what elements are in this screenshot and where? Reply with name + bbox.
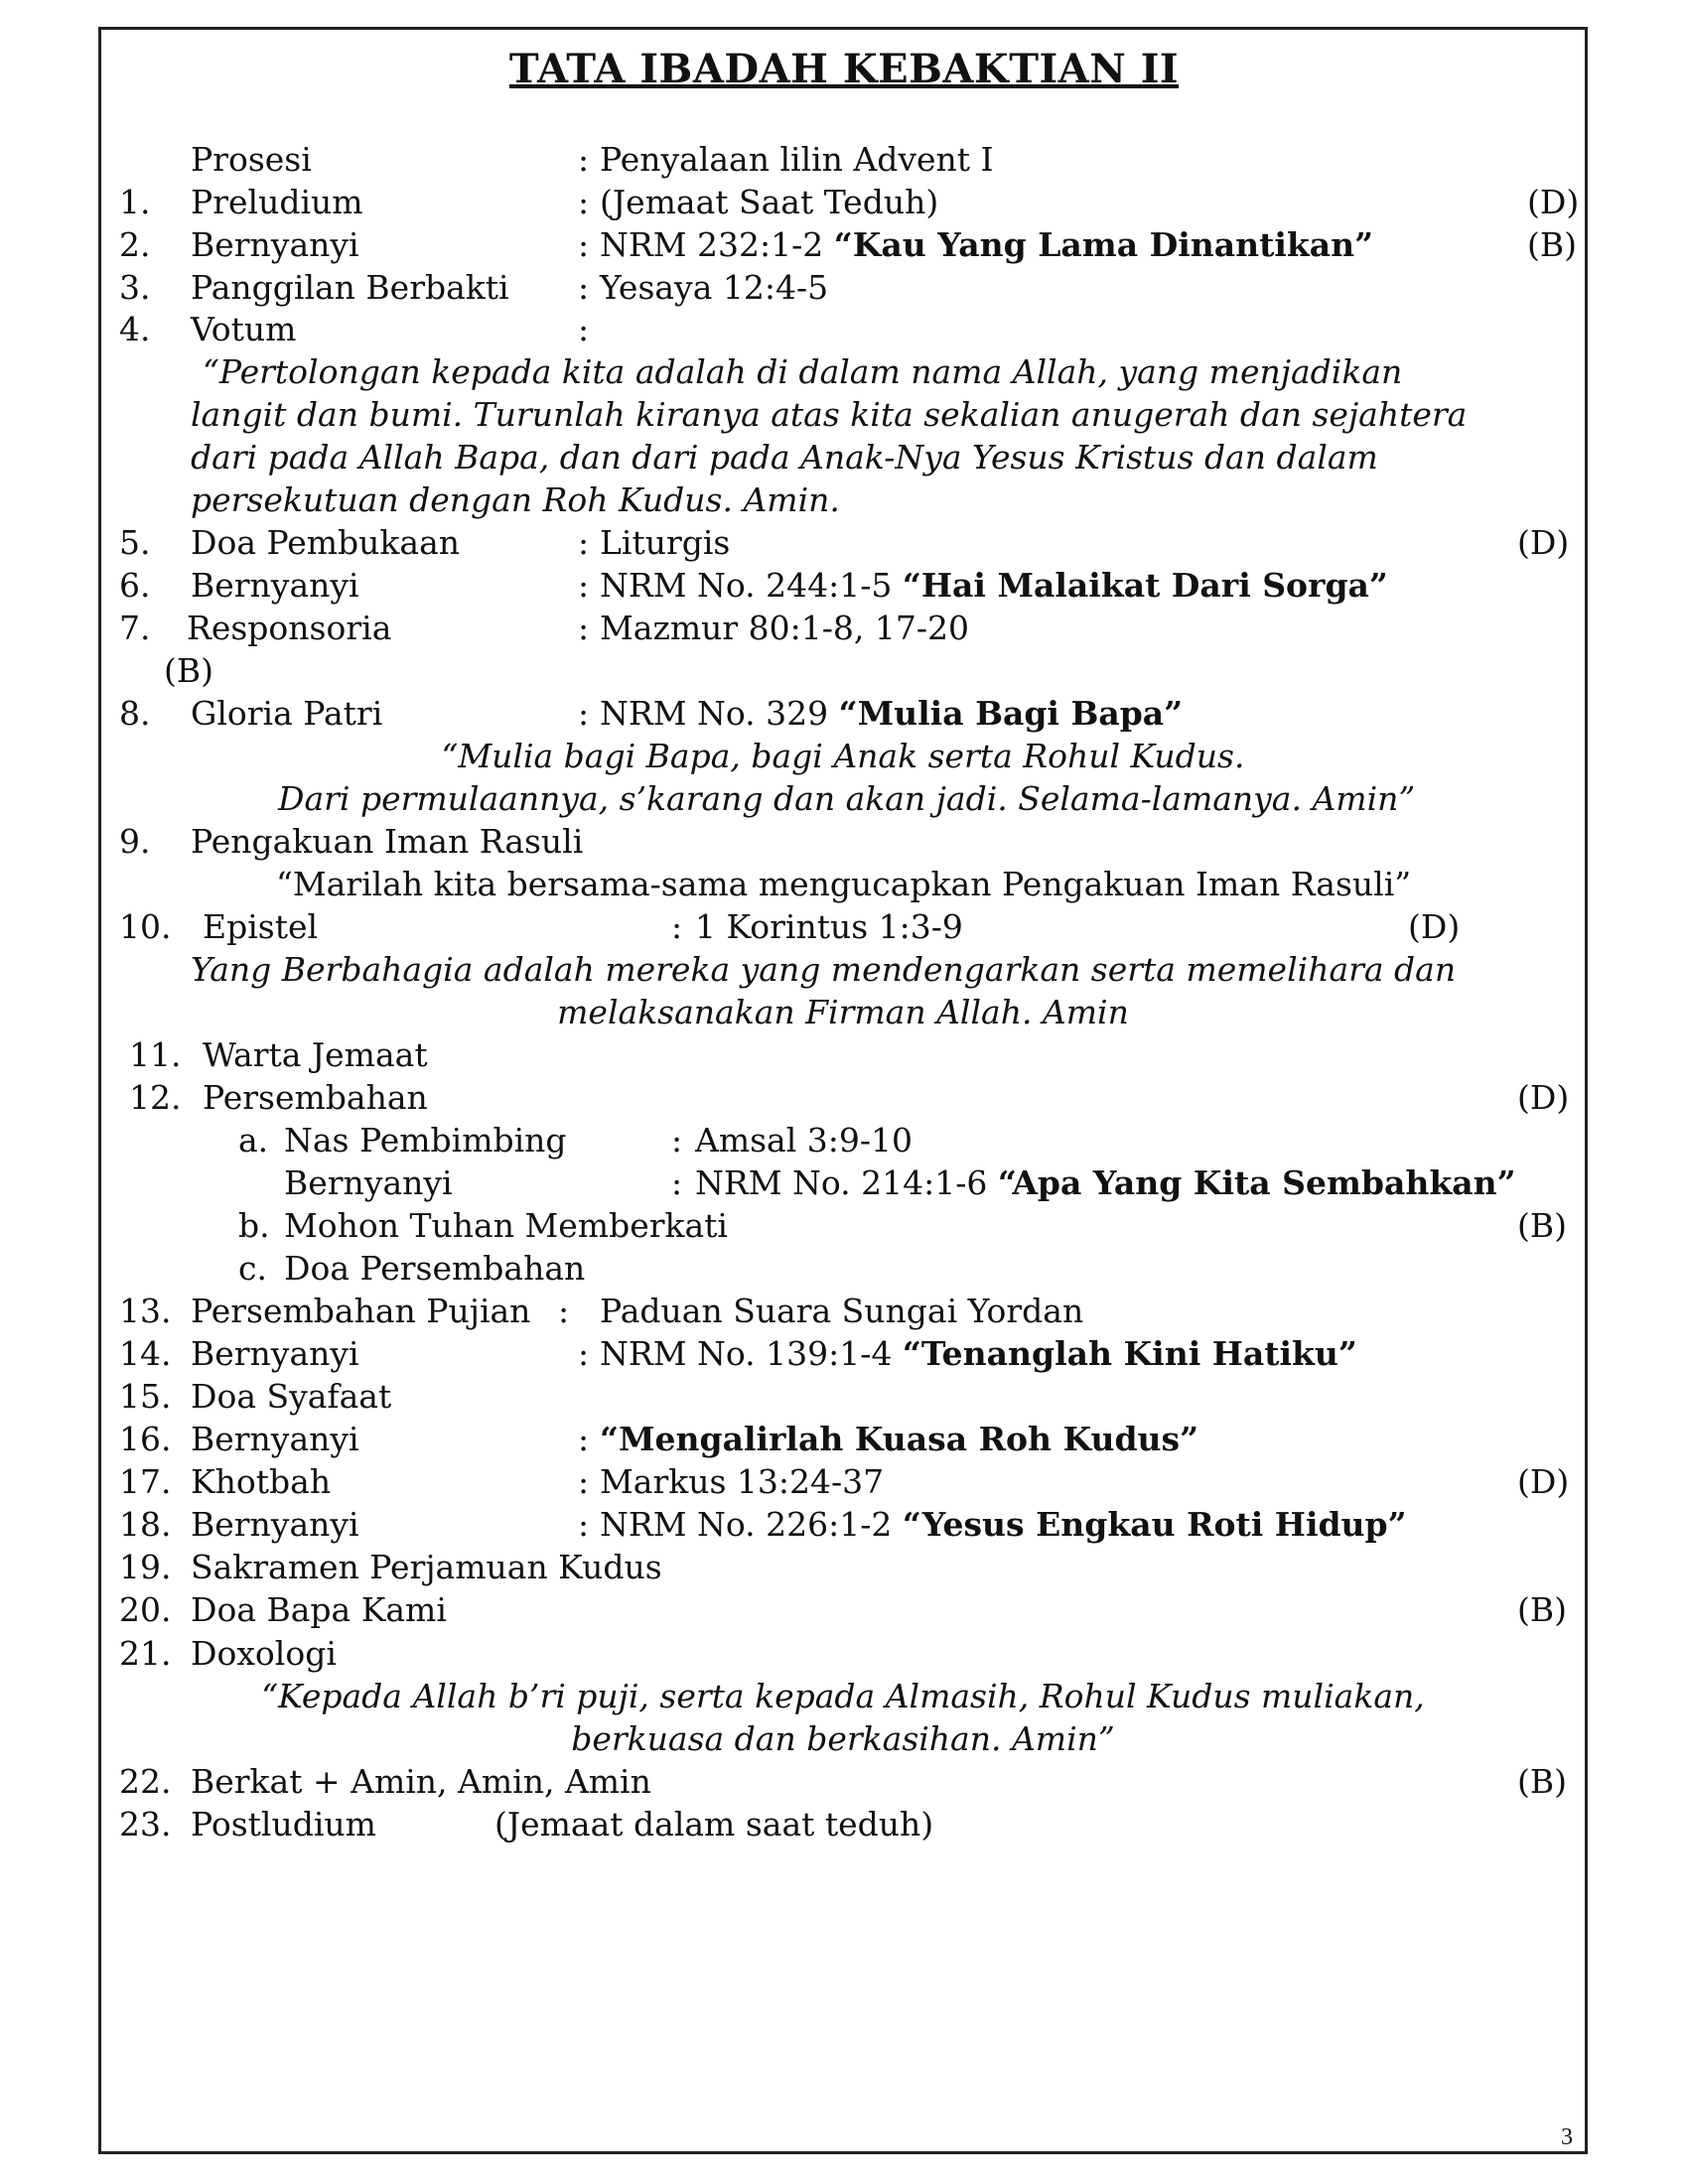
item-colon: :: [578, 1505, 590, 1544]
item-number: 12.: [129, 1078, 182, 1117]
doxologi-line: “Kepada Allah b’ri puji, serta kepada Almasih, Rohul Kudus muliakan,: [261, 1677, 1425, 1715]
item-detail: [600, 268, 828, 308]
item-detail: [600, 140, 994, 180]
item-detail-text: NRM No. 329: [600, 694, 839, 733]
item-detail-text: 1 Korintus 1:3-9: [695, 907, 963, 946]
item-detail: [600, 225, 1373, 265]
gloria-line: Dari permulaannya, s’karang dan akan jadi. Selama-lamanya. Amin”: [278, 779, 1416, 818]
item-detail-text: NRM No. 214:1-6: [695, 1163, 998, 1202]
item-detail: [600, 1505, 1407, 1545]
page-number: 3: [1561, 2124, 1573, 2150]
item-colon: :: [578, 268, 590, 307]
page-title: TATA IBADAH KEBAKTIAN II: [508, 46, 1180, 92]
role-mark: (D): [1527, 183, 1580, 221]
votum-line: langit dan bumi. Turunlah kiranya atas kita sekalian anugerah dan sejahtera: [191, 395, 1468, 434]
item-label: Doa Syafaat: [191, 1377, 392, 1416]
role-mark: (B): [1517, 1762, 1567, 1801]
item-detail-text: Paduan Suara Sungai Yordan: [600, 1292, 1084, 1330]
item-label: Prosesi: [191, 140, 312, 179]
item-detail-text: NRM 232:1-2: [600, 225, 834, 264]
item-label: Preludium: [191, 183, 363, 221]
item-detail-text: NRM No. 139:1-4: [600, 1334, 903, 1373]
item-colon: :: [578, 140, 590, 179]
item-detail-text: Penyalaan lilin Advent I: [600, 140, 994, 179]
item-detail: [494, 1805, 933, 1844]
item-label: Bernyanyi: [191, 225, 359, 264]
item-number: 23.: [119, 1805, 172, 1843]
item-detail-text: NRM No. 244:1-5: [600, 566, 903, 605]
item-number: 21.: [119, 1634, 172, 1673]
item-colon: :: [671, 1163, 683, 1202]
item-detail-text: Mazmur 80:1-8, 17-20: [600, 609, 970, 647]
item-number: 20.: [119, 1590, 172, 1629]
item-detail-text: Yesaya 12:4-5: [600, 268, 829, 307]
item-label: Persembahan: [203, 1078, 428, 1117]
item-label: Bernyanyi: [191, 1505, 359, 1544]
item-colon: :: [578, 566, 590, 605]
item-number: 13.: [119, 1292, 172, 1330]
item-detail-text: Liturgis: [600, 523, 731, 562]
item-label: Votum: [191, 310, 297, 348]
role-mark: (B): [1517, 1590, 1567, 1629]
song-title: “Hai Malaikat Dari Sorga”: [902, 566, 1388, 605]
item-colon: :: [578, 1334, 590, 1373]
item-detail-text: Markus 13:24-37: [600, 1462, 885, 1501]
item-number: 3.: [119, 268, 151, 307]
song-title: “Kau Yang Lama Dinantikan”: [833, 225, 1374, 264]
item-detail: [600, 523, 730, 563]
item-detail: [600, 1292, 1083, 1331]
item-number: 1.: [119, 183, 151, 221]
item-detail: [695, 1163, 1516, 1203]
item-detail: [600, 566, 1388, 606]
item-label: Berkat + Amin, Amin, Amin: [191, 1762, 651, 1801]
item-detail-text: NRM No. 226:1-2: [600, 1505, 903, 1544]
item-label: Nas Pembimbing: [284, 1121, 567, 1160]
item-number: 22.: [119, 1762, 172, 1801]
role-mark: (D): [1517, 1078, 1570, 1117]
item-colon: :: [578, 225, 590, 264]
item-number: 4.: [119, 310, 151, 348]
item-detail-text: (Jemaat Saat Teduh): [600, 183, 939, 221]
item-number: c.: [238, 1249, 267, 1288]
item-label: Responsoria: [187, 609, 392, 647]
item-label: Doa Persembahan: [284, 1249, 586, 1288]
item-detail: [600, 183, 938, 222]
song-title: “Tenanglah Kini Hatiku”: [902, 1334, 1357, 1373]
item-label: Bernyanyi: [191, 1420, 359, 1458]
item-label: Bernyanyi: [191, 1334, 359, 1373]
item-label: Bernyanyi: [191, 566, 359, 605]
role-mark: (B): [1527, 225, 1577, 264]
item-label: Mohon Tuhan Memberkati: [284, 1206, 728, 1245]
item-colon: :: [671, 1121, 683, 1160]
item-detail-text: (Jemaat dalam saat teduh): [494, 1805, 934, 1843]
item-detail: [600, 1420, 1198, 1459]
item-number: 11.: [129, 1035, 182, 1074]
item-label: Sakramen Perjamuan Kudus: [191, 1548, 662, 1586]
item-label: Khotbah: [191, 1462, 332, 1501]
item-number: 14.: [119, 1334, 172, 1373]
song-title: “Yesus Engkau Roti Hidup”: [902, 1505, 1407, 1544]
item-detail: [600, 694, 1183, 734]
role-mark: (D): [1517, 523, 1570, 562]
pengakuan-line: “Marilah kita bersama-sama mengucapkan Pengakuan Iman Rasuli”: [276, 865, 1412, 903]
item-number: 15.: [119, 1377, 172, 1416]
item-colon: :: [578, 1462, 590, 1501]
item-label: Doxologi: [191, 1634, 337, 1673]
song-title: “Apa Yang Kita Sembahkan”: [997, 1163, 1516, 1202]
item-detail: [695, 907, 963, 947]
item-label: Panggilan Berbakti: [191, 268, 509, 307]
item-colon: :: [578, 1420, 590, 1458]
item-colon: :: [578, 523, 590, 562]
role-mark: (D): [1517, 1462, 1570, 1501]
item-label: Warta Jemaat: [203, 1035, 428, 1074]
item-colon: :: [578, 183, 590, 221]
item-label: Persembahan Pujian: [191, 1292, 531, 1330]
item-number: 19.: [119, 1548, 172, 1586]
item-label: Gloria Patri: [191, 694, 383, 733]
votum-line: “Pertolongan kepada kita adalah di dalam nama Allah, yang menjadikan: [203, 352, 1403, 391]
item-detail-text: Amsal 3:9-10: [695, 1121, 914, 1160]
item-number: 6.: [119, 566, 151, 605]
item-number: 18.: [119, 1505, 172, 1544]
item-number: 17.: [119, 1462, 172, 1501]
role-mark: (D): [1408, 907, 1461, 946]
item-detail: [695, 1121, 913, 1160]
item-label: Bernyanyi: [284, 1163, 453, 1202]
epistel-line: melaksanakan Firman Allah. Amin: [557, 993, 1129, 1031]
item-number: 16.: [119, 1420, 172, 1458]
item-number: 10.: [119, 907, 172, 946]
doxologi-line: berkuasa dan berkasihan. Amin”: [571, 1719, 1115, 1758]
item-detail: [600, 1462, 884, 1502]
gloria-line: “Mulia bagi Bapa, bagi Anak serta Rohul Kudus.: [441, 737, 1245, 775]
item-colon: :: [578, 694, 590, 733]
item-number: b.: [238, 1206, 270, 1245]
song-title: “Mengalirlah Kuasa Roh Kudus”: [600, 1420, 1199, 1458]
item-detail: [600, 1334, 1357, 1374]
epistel-line: Yang Berbahagia adalah mereka yang mendengarkan serta memelihara dan: [191, 950, 1457, 989]
item-number: a.: [238, 1121, 269, 1160]
item-number: 7.: [119, 609, 151, 647]
item-label: Postludium: [191, 1805, 376, 1843]
votum-line: dari pada Allah Bapa, dan dari pada Anak-Nya Yesus Kristus dan dalam: [191, 438, 1378, 477]
item-number: 5.: [119, 523, 151, 562]
responsoria-mark: (B): [164, 651, 213, 690]
role-mark: (B): [1517, 1206, 1567, 1245]
item-label: Epistel: [203, 907, 319, 946]
item-colon: :: [578, 310, 590, 348]
item-number: 2.: [119, 225, 151, 264]
item-label: Doa Pembukaan: [191, 523, 461, 562]
item-colon: :: [558, 1292, 570, 1330]
votum-line: persekutuan dengan Roh Kudus. Amin.: [191, 480, 840, 519]
item-number: 8.: [119, 694, 151, 733]
item-colon: :: [671, 907, 683, 946]
item-colon: :: [578, 609, 590, 647]
item-label: Doa Bapa Kami: [191, 1590, 447, 1629]
item-number: 9.: [119, 822, 151, 861]
song-title: “Mulia Bagi Bapa”: [838, 694, 1184, 733]
item-label: Pengakuan Iman Rasuli: [191, 822, 584, 861]
item-detail: [600, 609, 969, 648]
